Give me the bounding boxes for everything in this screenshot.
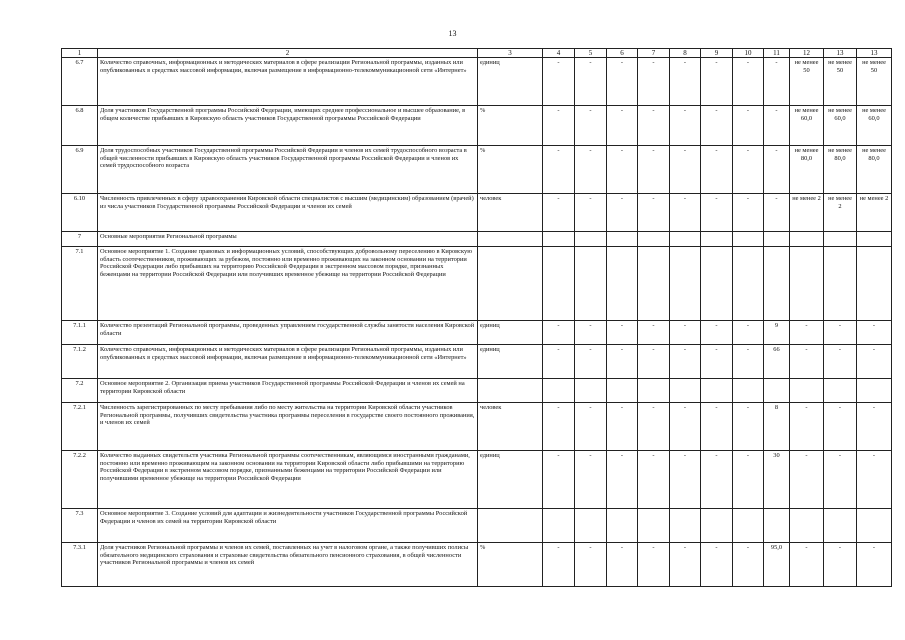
value-cell: - bbox=[790, 345, 824, 379]
unit-cell bbox=[478, 509, 543, 543]
table-row bbox=[62, 543, 892, 587]
row-number: 7.1.1 bbox=[62, 321, 98, 345]
table-row bbox=[62, 403, 892, 451]
indicators-table bbox=[61, 48, 892, 587]
value-cell: не менее 2 bbox=[857, 194, 892, 232]
table-row bbox=[62, 194, 892, 232]
table-row bbox=[62, 146, 892, 194]
value-cell bbox=[670, 232, 701, 247]
value-cell: - bbox=[824, 321, 857, 345]
value-cell: - bbox=[701, 194, 733, 232]
value-cell: не менее 50 bbox=[824, 58, 857, 106]
value-cell: - bbox=[543, 146, 575, 194]
row-number: 7.2.1 bbox=[62, 403, 98, 451]
value-cell: - bbox=[670, 58, 701, 106]
value-cell: - bbox=[701, 106, 733, 146]
row-number: 7 bbox=[62, 232, 98, 247]
value-cell: - bbox=[670, 321, 701, 345]
header-cell: 11 bbox=[764, 49, 790, 58]
value-cell: - bbox=[733, 321, 764, 345]
value-cell: - bbox=[733, 451, 764, 509]
value-cell bbox=[857, 232, 892, 247]
value-cell: - bbox=[638, 106, 670, 146]
value-cell: не менее 60,0 bbox=[857, 106, 892, 146]
value-cell: - bbox=[670, 194, 701, 232]
table-header-row bbox=[62, 49, 892, 58]
header-cell: 6 bbox=[607, 49, 638, 58]
value-cell: 66 bbox=[764, 345, 790, 379]
value-cell bbox=[824, 232, 857, 247]
value-cell: - bbox=[701, 321, 733, 345]
value-cell: - bbox=[670, 106, 701, 146]
row-number: 7.2.2 bbox=[62, 451, 98, 509]
value-cell bbox=[543, 247, 575, 321]
value-cell bbox=[607, 247, 638, 321]
row-number: 6.7 bbox=[62, 58, 98, 106]
value-cell: не менее 2 bbox=[824, 194, 857, 232]
value-cell: - bbox=[543, 106, 575, 146]
indicator-description: Численность привлеченных в сферу здравоохранения Кировской области специалистов с высшим (медицинским) образованием (врачей) из числа участников Государственной программы Российской Федерации и членов их семей bbox=[98, 194, 478, 232]
table-row bbox=[62, 232, 892, 247]
value-cell: - bbox=[670, 543, 701, 587]
indicator-description: Количество справочных, информационных и методических материалов в сфере реализации Региональной программы, изданных или опубликованных в средствах массовой информации, включая размещение в информационно-телекоммуникационной сети «Интернет» bbox=[98, 58, 478, 106]
value-cell: - bbox=[575, 194, 607, 232]
value-cell: - bbox=[543, 403, 575, 451]
value-cell bbox=[638, 247, 670, 321]
value-cell bbox=[790, 232, 824, 247]
row-number: 7.1.2 bbox=[62, 345, 98, 379]
value-cell: не менее 50 bbox=[790, 58, 824, 106]
value-cell: - bbox=[575, 345, 607, 379]
unit-cell: % bbox=[478, 146, 543, 194]
value-cell bbox=[857, 379, 892, 403]
value-cell: - bbox=[764, 194, 790, 232]
value-cell: не менее 50 bbox=[857, 58, 892, 106]
header-cell: 5 bbox=[575, 49, 607, 58]
value-cell bbox=[543, 509, 575, 543]
value-cell: - bbox=[733, 106, 764, 146]
value-cell: - bbox=[824, 403, 857, 451]
unit-cell: человек bbox=[478, 194, 543, 232]
header-cell: 8 bbox=[670, 49, 701, 58]
value-cell: - bbox=[790, 451, 824, 509]
header-cell: 2 bbox=[98, 49, 478, 58]
value-cell bbox=[764, 509, 790, 543]
value-cell: - bbox=[575, 58, 607, 106]
value-cell: не менее 60,0 bbox=[790, 106, 824, 146]
indicator-description: Основное мероприятие 3. Создание условий для адаптации и жизнедеятельности участников Государственной программы Российской Федерации и членов их семей на территории Кировской области bbox=[98, 509, 478, 543]
value-cell: 30 bbox=[764, 451, 790, 509]
value-cell: - bbox=[575, 543, 607, 587]
value-cell: - bbox=[701, 403, 733, 451]
unit-cell: единиц bbox=[478, 451, 543, 509]
value-cell bbox=[638, 509, 670, 543]
value-cell: - bbox=[575, 106, 607, 146]
value-cell: - bbox=[824, 451, 857, 509]
value-cell: - bbox=[670, 451, 701, 509]
value-cell: - bbox=[607, 451, 638, 509]
value-cell: - bbox=[790, 543, 824, 587]
value-cell: - bbox=[670, 345, 701, 379]
value-cell: - bbox=[764, 146, 790, 194]
value-cell: - bbox=[733, 146, 764, 194]
value-cell: - bbox=[857, 403, 892, 451]
value-cell: - bbox=[638, 321, 670, 345]
value-cell bbox=[790, 247, 824, 321]
unit-cell: % bbox=[478, 106, 543, 146]
value-cell: - bbox=[733, 543, 764, 587]
indicator-description: Основное мероприятие 1. Создание правовых и информационных условий, способствующих добровольному переселению в Кировскую область соотечественников, проживающих за рубежом, постоянно или временно проживающих на законном основании на территории Российской Федерации либо прибывших на территорию Российской Федерации в экстренном массовом порядке, признанных беженцами на территории Российской Федерации или получивших временное убежище на территории Российской Федерации bbox=[98, 247, 478, 321]
value-cell: - bbox=[733, 345, 764, 379]
row-number: 6.9 bbox=[62, 146, 98, 194]
value-cell: - bbox=[824, 543, 857, 587]
unit-cell bbox=[478, 247, 543, 321]
value-cell: - bbox=[857, 321, 892, 345]
value-cell: 9 bbox=[764, 321, 790, 345]
header-cell: 13 bbox=[857, 49, 892, 58]
unit-cell: единиц bbox=[478, 58, 543, 106]
value-cell bbox=[733, 232, 764, 247]
value-cell bbox=[670, 247, 701, 321]
header-cell: 9 bbox=[701, 49, 733, 58]
unit-cell: единиц bbox=[478, 345, 543, 379]
value-cell: - bbox=[733, 403, 764, 451]
value-cell bbox=[607, 509, 638, 543]
value-cell: - bbox=[701, 146, 733, 194]
table-row bbox=[62, 379, 892, 403]
value-cell bbox=[575, 509, 607, 543]
value-cell: - bbox=[607, 194, 638, 232]
row-number: 6.8 bbox=[62, 106, 98, 146]
unit-cell bbox=[478, 232, 543, 247]
value-cell: - bbox=[543, 194, 575, 232]
value-cell: - bbox=[575, 403, 607, 451]
header-cell: 10 bbox=[733, 49, 764, 58]
value-cell bbox=[543, 232, 575, 247]
value-cell bbox=[764, 247, 790, 321]
value-cell: не менее 80,0 bbox=[790, 146, 824, 194]
value-cell: - bbox=[575, 451, 607, 509]
value-cell bbox=[670, 379, 701, 403]
header-cell: 1 bbox=[62, 49, 98, 58]
value-cell: - bbox=[733, 194, 764, 232]
unit-cell: единиц bbox=[478, 321, 543, 345]
value-cell bbox=[638, 379, 670, 403]
indicator-description: Доля участников Региональной программы и членов их семей, поставленных на учет в налоговом органе, а также получивших полисы обязательного медицинского страхования и страховые свидетельства обязательного пенсионного страхования, в общей численности участников Региональной программы и членов их семей bbox=[98, 543, 478, 587]
header-cell: 12 bbox=[790, 49, 824, 58]
value-cell: - bbox=[638, 451, 670, 509]
value-cell bbox=[701, 509, 733, 543]
value-cell: - bbox=[733, 58, 764, 106]
value-cell: - bbox=[607, 146, 638, 194]
value-cell: - bbox=[607, 345, 638, 379]
value-cell bbox=[824, 509, 857, 543]
value-cell: - bbox=[701, 543, 733, 587]
value-cell bbox=[701, 232, 733, 247]
value-cell bbox=[701, 379, 733, 403]
row-number: 7.3.1 bbox=[62, 543, 98, 587]
header-cell: 3 bbox=[478, 49, 543, 58]
row-number: 7.2 bbox=[62, 379, 98, 403]
value-cell bbox=[790, 379, 824, 403]
value-cell: - bbox=[701, 451, 733, 509]
value-cell bbox=[575, 379, 607, 403]
value-cell: - bbox=[764, 58, 790, 106]
value-cell: - bbox=[543, 451, 575, 509]
value-cell bbox=[857, 509, 892, 543]
value-cell: не менее 80,0 bbox=[824, 146, 857, 194]
indicator-description: Численность зарегистрированных по месту пребывания либо по месту жительства на территории Кировской области участников Региональной программы, получивших свидетельства участника программы переселения в государстве своего постоянного проживания, и членов их семей bbox=[98, 403, 478, 451]
value-cell: - bbox=[701, 345, 733, 379]
value-cell: - bbox=[638, 194, 670, 232]
table-row bbox=[62, 247, 892, 321]
value-cell: - bbox=[607, 321, 638, 345]
value-cell bbox=[764, 379, 790, 403]
value-cell: - bbox=[638, 146, 670, 194]
unit-cell bbox=[478, 379, 543, 403]
value-cell: - bbox=[670, 146, 701, 194]
value-cell bbox=[543, 379, 575, 403]
value-cell: - bbox=[543, 321, 575, 345]
value-cell: - bbox=[764, 106, 790, 146]
value-cell bbox=[575, 232, 607, 247]
indicator-description: Количество справочных, информационных и методических материалов в сфере реализации Региональной программы, изданных или опубликованных в средствах массовой информации, включая размещение в информационно-телекоммуникационной сети «Интернет» bbox=[98, 345, 478, 379]
value-cell: - bbox=[701, 58, 733, 106]
page-number: 13 bbox=[448, 29, 457, 38]
value-cell: - bbox=[607, 543, 638, 587]
value-cell bbox=[790, 509, 824, 543]
indicator-description: Количество выданных свидетельств участника Региональной программы соотечественникам, являющимся иностранными гражданами, постоянно или временно проживающим на законном основании на территории Кировской области либо прибывшими на территорию Российской Федерации в экстренном массовом порядке, признанными беженцами на территории Российской Федерации или получившими временное убежище на территории Российской Федерации bbox=[98, 451, 478, 509]
value-cell: - bbox=[543, 543, 575, 587]
value-cell: - bbox=[543, 345, 575, 379]
unit-cell: человек bbox=[478, 403, 543, 451]
value-cell bbox=[857, 247, 892, 321]
row-number: 6.10 bbox=[62, 194, 98, 232]
unit-cell: % bbox=[478, 543, 543, 587]
row-number: 7.3 bbox=[62, 509, 98, 543]
value-cell: - bbox=[607, 403, 638, 451]
table-row bbox=[62, 321, 892, 345]
value-cell: - bbox=[638, 543, 670, 587]
value-cell: - bbox=[670, 403, 701, 451]
row-number: 7.1 bbox=[62, 247, 98, 321]
table-row bbox=[62, 451, 892, 509]
table-row bbox=[62, 106, 892, 146]
value-cell: - bbox=[638, 58, 670, 106]
indicator-description: Основные мероприятия Региональной программы bbox=[98, 232, 478, 247]
value-cell: - bbox=[575, 321, 607, 345]
value-cell: - bbox=[543, 58, 575, 106]
value-cell: не менее 2 bbox=[790, 194, 824, 232]
value-cell bbox=[764, 232, 790, 247]
value-cell: 8 bbox=[764, 403, 790, 451]
indicator-description: Основное мероприятие 2. Организация приема участников Государственной программы Российской Федерации и членов их семей на территории Кировской области bbox=[98, 379, 478, 403]
value-cell bbox=[607, 379, 638, 403]
indicator-description: Количество презентаций Региональной программы, проведенных управлением государственной службы занятости населения Кировской области bbox=[98, 321, 478, 345]
value-cell: - bbox=[857, 543, 892, 587]
table-row bbox=[62, 345, 892, 379]
table-row bbox=[62, 509, 892, 543]
value-cell: - bbox=[857, 451, 892, 509]
value-cell bbox=[701, 247, 733, 321]
header-cell: 7 bbox=[638, 49, 670, 58]
indicator-description: Доля трудоспособных участников Государственной программы Российской Федерации и членов их семей трудоспособного возраста в общей численности прибывших в Кировскую область участников Государственной программы Российской Федерации и членов их семей трудоспособного возраста bbox=[98, 146, 478, 194]
value-cell: - bbox=[790, 403, 824, 451]
value-cell bbox=[670, 509, 701, 543]
value-cell: - bbox=[575, 146, 607, 194]
value-cell: не менее 80,0 bbox=[857, 146, 892, 194]
value-cell bbox=[733, 379, 764, 403]
value-cell bbox=[733, 247, 764, 321]
value-cell bbox=[638, 232, 670, 247]
value-cell bbox=[824, 247, 857, 321]
value-cell: - bbox=[857, 345, 892, 379]
header-cell: 4 bbox=[543, 49, 575, 58]
value-cell: - bbox=[607, 58, 638, 106]
value-cell bbox=[607, 232, 638, 247]
value-cell: - bbox=[638, 403, 670, 451]
value-cell: 95,0 bbox=[764, 543, 790, 587]
indicator-description: Доля участников Государственной программы Российской Федерации, имеющих среднее профессиональное и высшее образование, в общем количестве прибывших в Кировскую область участников Государственной программы Российской Федерации bbox=[98, 106, 478, 146]
value-cell: - bbox=[638, 345, 670, 379]
value-cell bbox=[575, 247, 607, 321]
value-cell: - bbox=[790, 321, 824, 345]
header-cell: 13 bbox=[824, 49, 857, 58]
value-cell: не менее 60,0 bbox=[824, 106, 857, 146]
value-cell bbox=[824, 379, 857, 403]
value-cell: - bbox=[607, 106, 638, 146]
value-cell bbox=[733, 509, 764, 543]
table-row bbox=[62, 58, 892, 106]
value-cell: - bbox=[824, 345, 857, 379]
